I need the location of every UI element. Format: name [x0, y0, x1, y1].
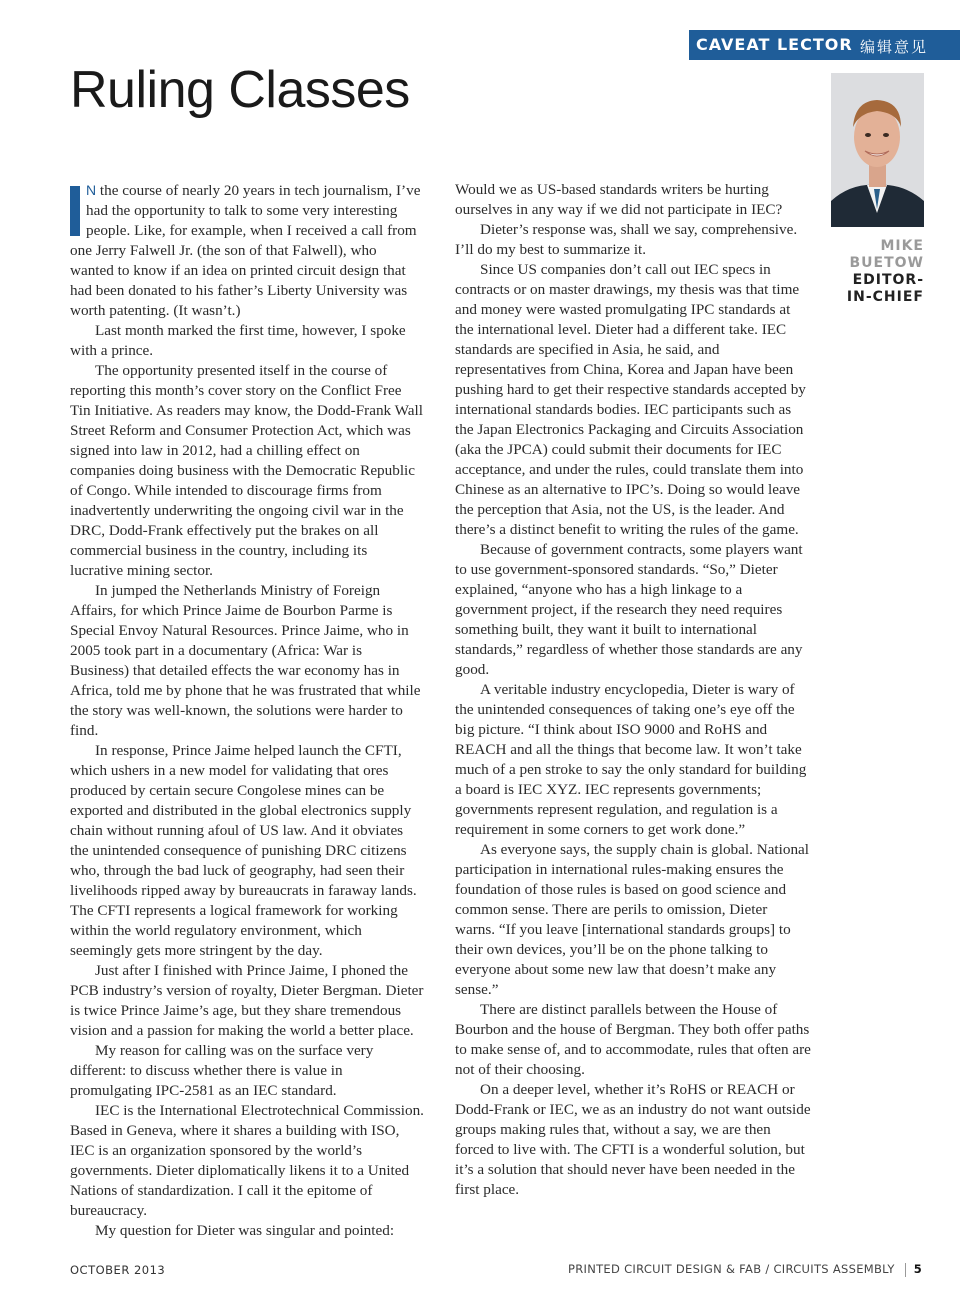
left-column — [70, 180, 424, 1241]
paragraph: IEC is the International Electrotechnical Commission. Based in Geneva, where it shares a building with ISO, IEC is an organization sponsored by the world’s governments. Dieter diplomatically likens it to a United Nations of standardization. I call it the epitome of bureaucracy. — [70, 1102, 424, 1219]
paragraph: The opportunity presented itself in the course of reporting this month’s cover story on the Conflict Free Tin Initiative. As readers may know, the Dodd-Frank Wall Street Reform and Consumer Protection Act, which was signed into law in 2012, had a chilling effect on companies doing business with the Democratic Republic of Congo. While intended to discourage firms from inadvertently underwriting the ongoing civil war in the DRC, Dodd-Frank effectively put the brakes on all commercial business in the country, including its lucrative mining sector. — [70, 362, 423, 579]
paragraph: Last month marked the first time, however, I spoke with a prince. — [70, 322, 406, 359]
paragraph-text: the course of nearly 20 years in tech journalism, I’ve had the opportunity to talk to some very interesting people. Like, for example, when I received a call from one Jerry Falwell Jr. (the son of that Falwell), who wanted to know if an idea on printed circuit design that had been donated to his father’s Liberty University was worth patenting. (It wasn’t.) — [70, 182, 421, 319]
paragraph: Just after I finished with Prince Jaime, I phoned the PCB industry’s version of royalty, Dieter Bergman. Dieter is twice Prince Jaime’s age, but they share tremendous vision and a passion for making the world a better place. — [70, 962, 424, 1039]
publication-name: PRINTED CIRCUIT DESIGN & FAB / CIRCUITS ASSEMBLY — [567, 1262, 895, 1276]
paragraph: Dieter’s response was, shall we say, comprehensive. I’ll do my best to summarize it. — [455, 221, 798, 258]
paragraph — [70, 180, 424, 321]
author-role: EDITOR-IN-CHIEF — [846, 272, 924, 305]
column-name: CAVEAT LECTOR — [696, 35, 853, 54]
paragraph: As everyone says, the supply chain is global. National participation in international rules-making ensures the foundation of those rules is based on good science and common sense. There are perils to omission, Dieter warns. “If you leave [international standards groups] to their own devices, you’ll be on the phone talking to everyone about some new law that doesn’t make any sense.” — [455, 841, 809, 998]
issue-date: OCTOBER 2013 — [70, 1263, 166, 1277]
paragraph: A veritable industry encyclopedia, Dieter is wary of the unintended consequences of taking one’s eye off the big picture. “I think about ISO 9000 and RoHS and REACH and all the things that become law. It won’t take much of a pen stroke to say the only standard for building a board is IEC XYZ. IEC represents governments; governments represent regulation, and regulation is a requirement in some corners to get work done.” — [455, 681, 807, 838]
footer-divider — [905, 1263, 906, 1277]
paragraph: Since US companies don’t call out IEC specs in contracts or on master drawings, my thesis was that time and money were wasted promulgating IPC standards at the international level. Dieter had a different take. IEC standards are specified in Asia, he said, and representatives from China, Korea and Japan have been pushing hard to get their respective standards accepted by international standards bodies. IEC participants such as the Japan Electronics Packaging and Circuits Association (aka the JPCA) could submit their documents for IEC acceptance, and under the rules, could translate them into Chinese as an alternative to IPC’s. Doing so would leave the perception that Asia, not the US, is the leader. And there’s a distinct benefit to writing the rules of the game. — [455, 261, 806, 538]
author-portrait — [831, 73, 924, 227]
paragraph: In response, Prince Jaime helped launch the CFTI, which ushers in a new model for validating that ores produced by certain secure Congolese mines can be exported and distributed in the global electronics supply chain without running afoul of US law. And it obviates the unintended consequence of punishing DRC citizens who, through the bad luck of geography, had seen their livelihoods ripped away by bureaucrats in faraway lands. The CFTI represents a logical framework for working within the world regulatory environment, which seemingly gets more stringent by the day. — [70, 742, 417, 959]
drop-cap-bar — [70, 186, 80, 236]
paragraph: In jumped the Netherlands Ministry of Foreign Affairs, for which Prince Jaime de Bourbon Parme is Special Envoy Natural Resources. Prince Jaime, who in 2005 took part in a documentary (Africa: War is Business) that detailed effects the war economy has in Africa, told me by phone that he was frustrated that while the story was well-known, the solutions were harder to find. — [70, 582, 421, 739]
paragraph: My reason for calling was on the surface very different: to discuss whether there is value in promulgating IPC-2581 as an IEC standard. — [70, 1042, 374, 1099]
author-name: MIKE BUETOW — [849, 238, 924, 271]
column-name-chinese: 编辑意见 — [859, 38, 928, 56]
right-column — [455, 180, 811, 1200]
column-banner — [689, 30, 960, 60]
paragraph: My question for Dieter was singular and pointed: — [95, 1222, 395, 1239]
page-number: 5 — [913, 1262, 922, 1276]
paragraph: Because of government contracts, some players want to use government-sponsored standards. “So,” Dieter explained, “anyone who has a high linkage to a government project, if the research they need requires something built, they want it built to international standards,” regardless of whether those standards are any good. — [455, 541, 803, 678]
article-title: Ruling Classes — [70, 61, 410, 119]
running-footer — [568, 1262, 922, 1277]
author-byline — [840, 238, 924, 306]
lead-in-letter: N — [86, 182, 97, 198]
paragraph: There are distinct parallels between the House of Bourbon and the house of Bergman. They both offer paths to make sense of, and to accommodate, rules that often are not of their choosing. — [455, 1001, 811, 1078]
paragraph: Would we as US-based standards writers be hurting ourselves in any way if we did not participate in IEC? — [455, 181, 783, 218]
paragraph: On a deeper level, whether it’s RoHS or REACH or Dodd-Frank or IEC, we as an industry do not want outside groups making rules that, without a say, we are then forced to live with. The CFTI is a wonderful solution, but it’s a solution that should never have been needed in the first place. — [455, 1081, 811, 1198]
